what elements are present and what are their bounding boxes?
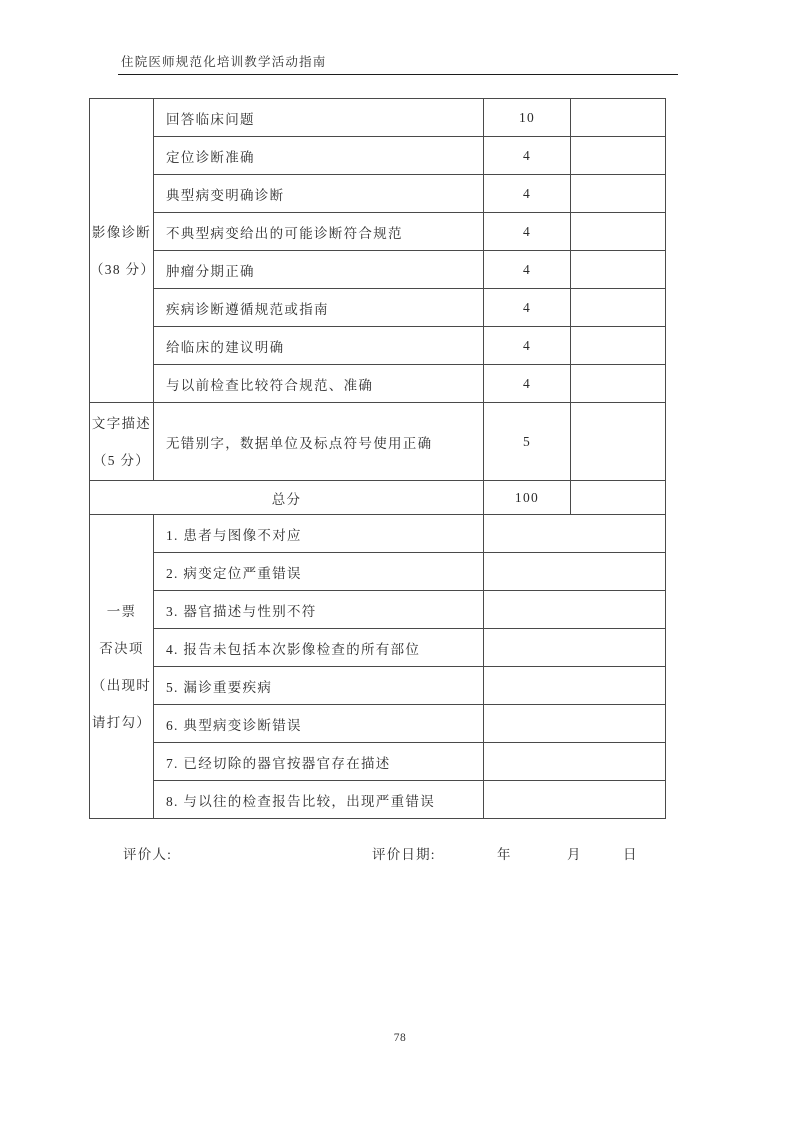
veto-item-cell: 8. 与以往的检查报告比较，出现严重错误: [154, 781, 484, 819]
section-label-line: （5 分）: [92, 452, 151, 468]
table-row: [90, 251, 666, 289]
score-cell: 10: [484, 99, 571, 137]
veto-item-cell: 1. 患者与图像不对应: [154, 515, 484, 553]
mark-cell: [571, 99, 666, 137]
item-cell: 无错别字，数据单位及标点符号使用正确: [154, 403, 484, 481]
table-row: [90, 403, 666, 481]
evaluation-date-label: 评价日期:: [372, 847, 436, 862]
veto-check-cell: [484, 667, 666, 705]
total-row: [90, 481, 666, 515]
item-cell: 不典型病变给出的可能诊断符合规范: [154, 213, 484, 251]
item-cell: 回答临床问题: [154, 99, 484, 137]
table-row: [90, 99, 666, 137]
mark-cell: [571, 327, 666, 365]
section-label-line: 否决项: [99, 640, 144, 656]
mark-cell: [571, 481, 666, 515]
item-cell: 给临床的建议明确: [154, 327, 484, 365]
item-cell: 肿瘤分期正确: [154, 251, 484, 289]
mark-cell: [571, 403, 666, 481]
item-cell: 疾病诊断遵循规范或指南: [154, 289, 484, 327]
veto-check-cell: [484, 781, 666, 819]
total-score-cell: 100: [484, 481, 571, 515]
veto-check-cell: [484, 553, 666, 591]
table-row: [90, 213, 666, 251]
header-rule: [118, 74, 678, 75]
section-label-line: （出现时: [91, 677, 152, 693]
mark-cell: [571, 175, 666, 213]
veto-item-cell: 6. 典型病变诊断错误: [154, 705, 484, 743]
table-row: [90, 175, 666, 213]
veto-item-cell: 3. 器官描述与性别不符: [154, 591, 484, 629]
day-label: 日: [623, 847, 638, 862]
section-label-line: 请打勾）: [91, 714, 152, 730]
score-cell: 4: [484, 137, 571, 175]
veto-item-cell: 5. 漏诊重要疾病: [154, 667, 484, 705]
signature-line: [0, 843, 800, 863]
section-label-line: 一票: [106, 603, 137, 619]
veto-item-cell: 2. 病变定位严重错误: [154, 553, 484, 591]
section-label-line: 影像诊断: [91, 224, 152, 240]
score-cell: 5: [484, 403, 571, 481]
table-row: [90, 705, 666, 743]
section-label-line: 文字描述: [91, 415, 152, 431]
table-row: [90, 365, 666, 403]
table-row: [90, 515, 666, 553]
imaging-section-label-cell: [90, 99, 154, 403]
veto-check-cell: [484, 743, 666, 781]
evaluator-label: 评价人:: [123, 847, 173, 862]
table-row: [90, 629, 666, 667]
veto-item-cell: 7. 已经切除的器官按器官存在描述: [154, 743, 484, 781]
veto-check-cell: [484, 705, 666, 743]
table-row: [90, 743, 666, 781]
mark-cell: [571, 289, 666, 327]
total-label-cell: 总分: [90, 481, 484, 515]
score-cell: 4: [484, 175, 571, 213]
veto-check-cell: [484, 515, 666, 553]
evaluation-table: [89, 98, 666, 819]
veto-item-cell: 4. 报告未包括本次影像检查的所有部位: [154, 629, 484, 667]
item-cell: 典型病变明确诊断: [154, 175, 484, 213]
year-label: 年: [497, 847, 512, 862]
table-row: [90, 781, 666, 819]
item-cell: 与以前检查比较符合规范、准确: [154, 365, 484, 403]
score-cell: 4: [484, 365, 571, 403]
table-row: [90, 667, 666, 705]
mark-cell: [571, 251, 666, 289]
document-header-title: 住院医师规范化培训教学活动指南: [121, 55, 327, 69]
table-row: [90, 137, 666, 175]
score-cell: 4: [484, 327, 571, 365]
table-row: [90, 553, 666, 591]
table-row: [90, 591, 666, 629]
score-cell: 4: [484, 251, 571, 289]
veto-section-label-cell: [90, 515, 154, 819]
mark-cell: [571, 213, 666, 251]
section-label-line: （38 分）: [90, 261, 156, 277]
month-label: 月: [567, 847, 582, 862]
table-row: [90, 327, 666, 365]
score-cell: 4: [484, 213, 571, 251]
table-row: [90, 289, 666, 327]
mark-cell: [571, 365, 666, 403]
mark-cell: [571, 137, 666, 175]
veto-check-cell: [484, 591, 666, 629]
page-number: 78: [393, 1032, 407, 1044]
veto-check-cell: [484, 629, 666, 667]
item-cell: 定位诊断准确: [154, 137, 484, 175]
score-cell: 4: [484, 289, 571, 327]
text-section-label-cell: [90, 403, 154, 481]
